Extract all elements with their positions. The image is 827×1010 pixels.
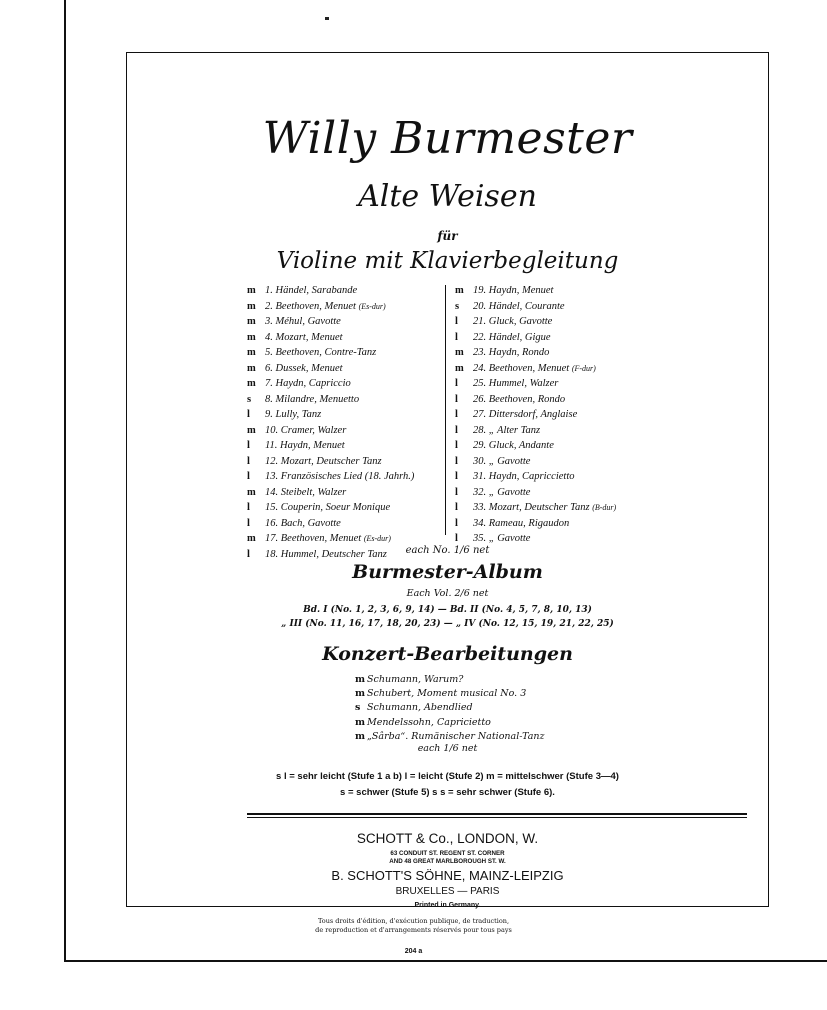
album-volumes-line-1: Bd. I (No. 1, 2, 3, 6, 9, 14) — Bd. II (No. 4, 5, 7, 8, 10, 13) [303,605,592,615]
piece-number: 20. [473,300,487,312]
piece-number: 2. [265,300,273,312]
piece-name: Haydn, Menuet [488,285,554,296]
difficulty-mark: l [247,471,250,482]
piece-name: Beethoven, Menuet [275,300,356,312]
piece-number: 34. [473,517,487,529]
difficulty-mark: m [355,716,366,728]
piece-name: Gluck, Gavotte [488,316,553,327]
piece-name: Milandre, Menuetto [275,393,360,405]
piece-number: 32. [473,486,487,498]
piece-item [455,485,616,501]
piece-number: 35. [473,533,487,544]
piece-item [247,407,414,423]
konzert-name: Schubert, Moment musical No. 3 [367,688,527,700]
difficulty-mark: m [247,285,256,296]
bottom-border-line [64,960,827,962]
difficulty-mark: l [247,409,250,420]
piece-name: „ Alter Tanz [488,424,541,436]
difficulty-mark: m [455,347,464,358]
fur-label: für [437,229,458,243]
difficulty-mark: l [455,316,458,327]
album-volumes-line-2: „ III (No. 11, 16, 17, 18, 20, 23) — „ IV (No. 12, 15, 19, 21, 22, 25) [281,619,614,629]
konzert-item [355,730,545,744]
piece-key-note: (Es-dur) [358,301,386,311]
piece-number: 14. [265,486,279,498]
piece-number: 3. [265,316,273,327]
piece-name: Lully, Tanz [275,409,322,420]
piece-number: 23. [473,347,487,358]
piece-name: Steibelt, Walzer [280,486,347,498]
piece-name: Haydn, Capriccio [275,378,351,389]
piece-number: 27. [473,409,487,420]
left-border-line [64,0,66,962]
piece-key-note: (B-dur) [592,503,617,512]
difficulty-mark: l [455,502,458,513]
piece-number: 25. [473,378,487,389]
difficulty-mark: m [247,331,256,343]
difficulty-mark: l [247,502,250,513]
piece-name: Haydn, Menuet [279,440,345,451]
piece-item [247,423,414,439]
price-each-konzert: each 1/6 net [417,743,478,754]
piece-item [455,392,616,408]
work-title: Alte Weisen [358,179,537,214]
piece-item [455,407,616,423]
piece-number: 13. [265,471,279,482]
konzert-name: „Sârba“. Rumänischer National-Tanz [367,730,545,742]
piece-number: 22. [473,331,487,343]
instrumentation: Violine mit Klavierbegleitung [276,248,619,274]
separator-thin [247,817,747,818]
rights-line-1: Tous droits d'édition, d'exécution publique, de traduction, [317,917,510,925]
piece-item [455,454,616,470]
piece-name: Mozart, Menuet [275,331,343,343]
konzert-item [355,701,545,715]
difficulty-mark: l [455,393,458,405]
difficulty-mark: l [455,517,458,529]
piece-item [247,299,414,315]
piece-number: 17. [265,533,279,544]
piece-number: 7. [265,378,273,389]
piece-item [247,361,414,377]
piece-number: 12. [265,455,279,467]
difficulty-mark: l [455,533,458,544]
piece-name: Beethoven, Rondo [488,393,566,405]
difficulty-legend-2: s = schwer (Stufe 5) s s = sehr schwer (Stufe 6). [340,787,555,798]
piece-item [455,314,616,330]
piece-name: Mozart, Deutscher Tanz [280,455,382,467]
publisher-london: SCHOTT & Co., LONDON, W. [356,831,539,846]
piece-key-note: (Es-dur) [363,534,391,543]
difficulty-mark: l [247,548,250,560]
piece-name: Hummel, Walzer [488,378,559,389]
piece-number: 1. [265,285,273,296]
piece-item [247,330,414,346]
difficulty-mark: m [355,674,366,685]
piece-item [455,299,616,315]
piece-item [247,469,414,485]
difficulty-mark: m [247,486,256,498]
difficulty-legend-1: s l = sehr leicht (Stufe 1 a b) l = leicht (Stufe 2) m = mittelschwer (Stufe 3—4) [276,771,619,782]
pieces-list-left [247,283,414,562]
piece-number: 5. [265,347,273,358]
difficulty-mark: l [455,424,458,436]
piece-number: 19. [473,285,487,296]
piece-name: Hummel, Deutscher Tanz [280,548,387,560]
piece-number: 28. [473,424,487,436]
printed-in: Printed in Germany. [414,902,481,909]
piece-name: Französisches Lied (18. Jahrh.) [280,471,415,482]
composer-name: Willy Burmester [262,113,633,164]
difficulty-mark: m [455,285,464,296]
piece-name: Beethoven, Menuet [280,533,362,544]
difficulty-mark: l [455,471,458,482]
piece-name: Händel, Courante [488,300,565,312]
piece-number: 29. [473,440,487,451]
piece-number: 31. [473,471,487,482]
difficulty-mark: l [455,409,458,420]
piece-item [247,314,414,330]
piece-number: 9. [265,409,273,420]
piece-number: 8. [265,393,273,405]
piece-item [455,423,616,439]
piece-number: 33. [473,502,487,513]
piece-name: Bach, Gavotte [280,517,341,529]
publisher-cities: BRUXELLES — PARIS [395,886,500,897]
piece-name: „ Gavotte [488,486,531,498]
column-divider [445,285,446,535]
difficulty-mark: m [247,362,256,374]
difficulty-mark: s [455,300,460,312]
difficulty-mark: l [247,440,250,451]
speck [325,17,329,20]
piece-number: 24. [473,362,487,374]
piece-item [455,500,616,516]
konzert-name: Schumann, Warum? [367,674,464,685]
piece-item [247,454,414,470]
konzert-name: Schumann, Abendlied [367,702,473,714]
piece-key-note: (F-dur) [571,363,596,373]
piece-item [247,516,414,532]
piece-number: 16. [265,517,279,529]
piece-item [455,345,616,361]
piece-name: Haydn, Capriccietto [488,471,575,482]
piece-number: 21. [473,316,487,327]
page-number: 204 a [404,948,423,955]
konzert-item [355,716,545,730]
konzert-name: Mendelssohn, Capricietto [367,716,491,728]
piece-name: Mozart, Deutscher Tanz [488,502,590,513]
piece-item [247,500,414,516]
price-each-vol: Each Vol. 2/6 net [406,588,489,599]
piece-item [455,438,616,454]
difficulty-mark: m [355,730,366,742]
piece-name: Händel, Sarabande [275,285,358,296]
address-line-1: 63 CONDUIT ST. REGENT ST. CORNER [390,850,505,857]
difficulty-mark: l [455,486,458,498]
piece-item [455,283,616,299]
difficulty-mark: l [455,378,458,389]
rights-line-2: de reproduction et d'arrangements réservés pour tous pays [315,926,512,934]
konzert-title: Konzert-Bearbeitungen [322,643,573,665]
piece-name: Gluck, Andante [488,440,554,451]
difficulty-mark: m [355,688,366,700]
piece-item [247,438,414,454]
difficulty-mark: l [247,517,250,529]
difficulty-mark: l [247,455,250,467]
piece-name: Dittersdorf, Anglaise [488,409,578,420]
piece-number: 6. [265,362,273,374]
difficulty-mark: m [247,533,256,544]
album-title: Burmester-Album [352,561,543,583]
piece-item [455,376,616,392]
piece-name: Haydn, Rondo [488,347,550,358]
difficulty-mark: m [247,378,256,389]
piece-number: 4. [265,331,273,343]
price-each-no: each No. 1/6 net [405,545,490,556]
piece-number: 26. [473,393,487,405]
piece-item [455,330,616,346]
difficulty-mark: m [247,300,256,312]
piece-number: 11. [265,440,278,451]
difficulty-mark: m [455,362,464,374]
piece-name: Dussek, Menuet [275,362,343,374]
piece-name: Méhul, Gavotte [275,316,341,327]
piece-item [247,392,414,408]
piece-item [455,361,616,377]
difficulty-mark: l [455,331,458,343]
konzert-list [355,673,545,744]
difficulty-mark: m [247,347,256,358]
piece-number: 18. [265,548,279,560]
konzert-item [355,687,545,701]
piece-name: „ Gavotte [488,455,531,467]
difficulty-mark: m [247,424,256,436]
difficulty-mark: s [355,702,361,714]
piece-item [247,485,414,501]
piece-name: Beethoven, Contre-Tanz [275,347,377,358]
piece-number: 15. [265,502,279,513]
piece-item [455,469,616,485]
address-line-2: AND 48 GREAT MARLBOROUGH ST. W. [389,858,506,865]
piece-item [455,516,616,532]
piece-name: Couperin, Soeur Monique [280,502,391,513]
pieces-list-right [455,283,616,547]
difficulty-mark: m [247,316,256,327]
piece-name: Cramer, Walzer [280,424,347,436]
konzert-item [355,673,545,687]
piece-number: 30. [473,455,487,467]
difficulty-mark: s [247,393,252,405]
separator-thick [247,813,747,815]
piece-name: Rameau, Rigaudon [488,517,570,529]
difficulty-mark: l [455,455,458,467]
piece-item [247,283,414,299]
difficulty-mark: l [455,440,458,451]
publisher-mainz: B. SCHOTT'S SÖHNE, MAINZ-LEIPZIG [331,868,564,883]
title-page-frame [126,52,769,907]
piece-name: Händel, Gigue [488,331,551,343]
piece-name: „ Gavotte [488,533,531,544]
piece-item [247,345,414,361]
piece-name: Beethoven, Menuet [488,362,570,374]
piece-number: 10. [265,424,279,436]
piece-item [247,376,414,392]
